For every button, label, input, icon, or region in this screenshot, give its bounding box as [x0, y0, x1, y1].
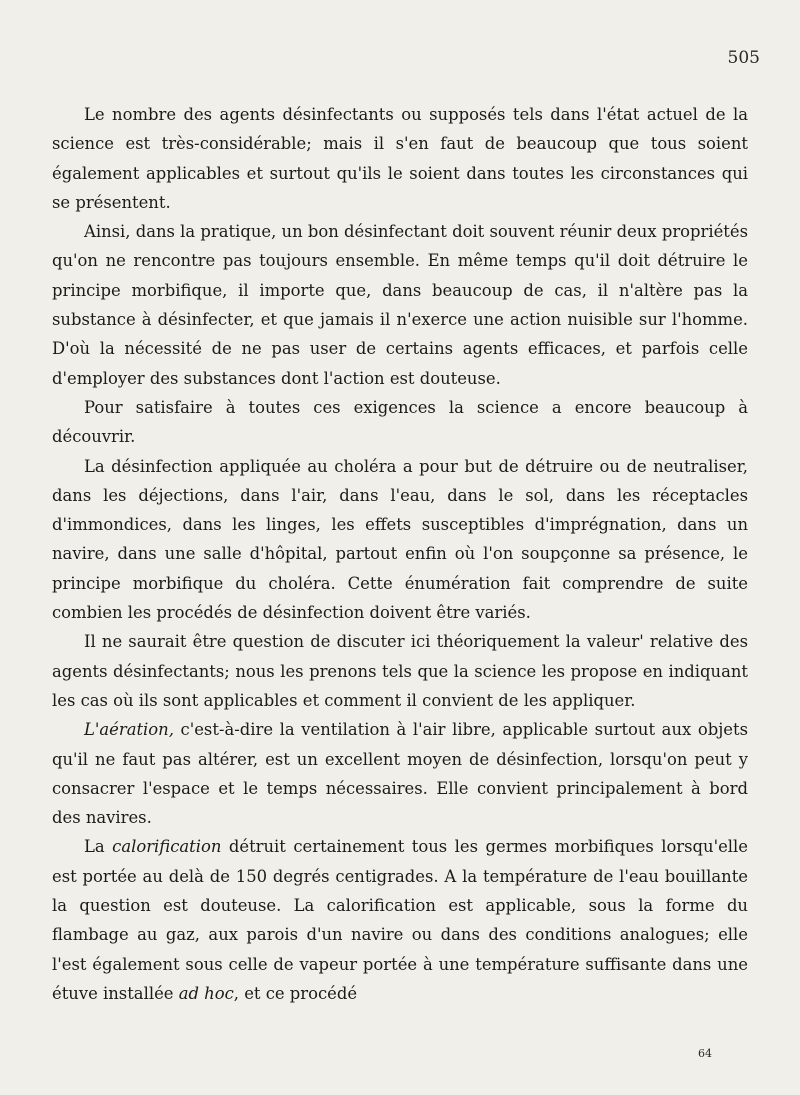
signature-mark: 64 — [698, 1047, 712, 1060]
paragraph-6 — [52, 715, 748, 832]
paragraph-6-text: c'est-à-dire la ventilation à l'air libre, applicable surtout aux objets qu'il ne faut pas altérer, est un excellent moyen de désinfection, lorsqu'on peut y consacrer l'espace et le temps nécessaires. Elle convient principalement à bord des navires. — [52, 720, 748, 828]
paragraph-7-lead: La — [84, 837, 113, 857]
paragraph-4: La désinfection appliquée au choléra a pour but de détruire ou de neutraliser, dans les déjections, dans l'air, dans l'eau, dans le sol, dans les réceptacles d'immondices, dans les linges, les effets susceptibles d'imprégnation, dans un navire, dans une salle d'hôpital, partout enfin où l'on soupçonne sa présence, le principe morbifique du choléra. Cette énumération fait comprendre de suite combien les procédés de désinfection doivent être variés. — [52, 456, 748, 623]
paragraph-7-end: , et ce procédé — [233, 983, 358, 1003]
paragraph-3: Pour satisfaire à toutes ces exigences la science a encore beaucoup à découvrir. — [52, 397, 748, 447]
body-text — [52, 100, 748, 1008]
term-calorification: calorification — [112, 837, 222, 857]
term-aeration: L'aération, — [84, 720, 174, 740]
paragraph-2: Ainsi, dans la pratique, un bon désinfectant doit souvent réunir deux propriétés qu'on ne rencontre pas toujours ensemble. En même temps qu'il doit détruire le principe morbifique, il importe que, dans beaucoup de cas, il n'altère pas la substance à désinfecter, et que jamais il n'exerce une action nuisible sur l'homme. D'où la nécessité de ne pas user de certains agents efficaces, et parfois celle d'employer des substances dont l'action est douteuse. — [52, 222, 748, 388]
term-ad-hoc: ad hoc — [178, 983, 234, 1003]
paragraph-7-text: détruit certainement tous les germes morbifiques lorsqu'elle est portée au delà de 150 degrés centigrades. A la température de l'eau bouillante la question est douteuse. La calorification est applicable, sous la forme du flambage au gaz, aux parois d'un navire ou dans des conditions analogues; elle l'est également sous celle de vapeur portée à une température suffisante dans une étuve installée — [52, 837, 748, 1003]
page-number: 505 — [727, 48, 760, 68]
paragraph-7 — [52, 832, 748, 1008]
paragraph-5: Il ne saurait être question de discuter ici théoriquement la valeur' relative des agents désinfectants; nous les prenons tels que la science les propose en indiquant les cas où ils sont applicables et comment il convient de les appliquer. — [52, 632, 748, 710]
paragraph-1: Le nombre des agents désinfectants ou supposés tels dans l'état actuel de la science est très-considérable; mais il s'en faut de beaucoup que tous soient également applicables et surtout qu'ils le soient dans toutes les circonstances qui se présentent. — [52, 105, 748, 212]
